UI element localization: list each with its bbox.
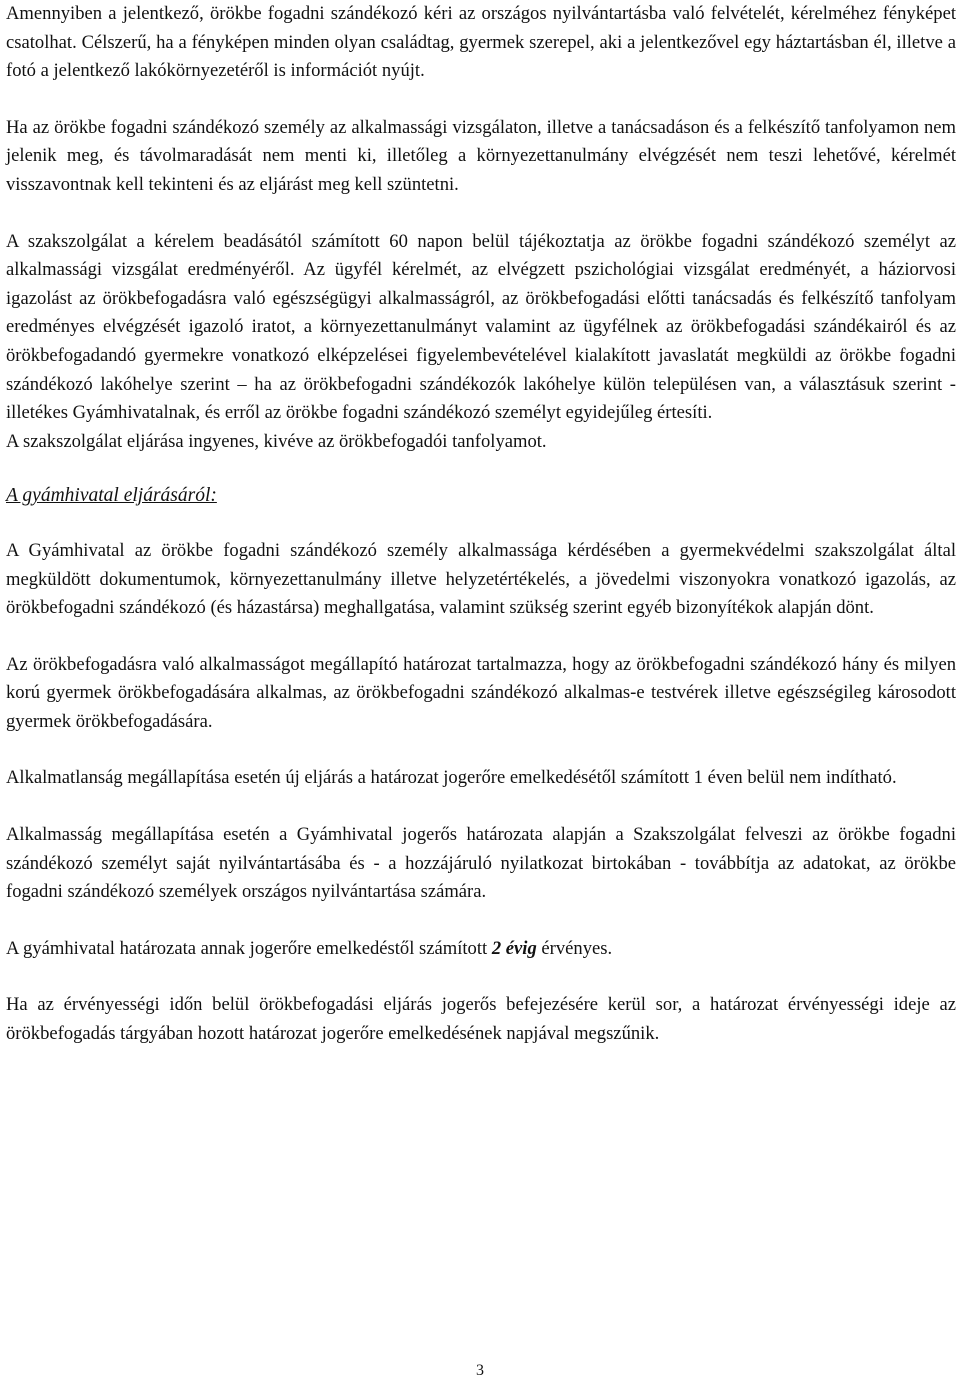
- page-number: 3: [476, 1362, 484, 1379]
- paragraph-suitability-registration: Alkalmasság megállapítása esetén a Gyámhivatal jogerős határozata alapján a Szakszolgálat felveszi az örökbe fogadni szándékozó személyt saját nyilvántartásába és - a hozzájáruló nyilatkozat birtokában - továbbítja az adatokat, az örökbe fogadni szándékozó személyek országos nyilvántartása számára.: [6, 824, 956, 903]
- paragraph-suitability-content: Az örökbefogadásra való alkalmasságot megállapító határozat tartalmazza, hogy az örökbefogadni szándékozó hány és milyen korú gyermek örökbefogadására alkalmas, az örökbefogadni szándékozó alkalmas-e testvérek illetve egészségileg károsodott gyermek örökbefogadására.: [6, 653, 956, 732]
- section-heading: A gyámhivatal eljárásáról:: [6, 485, 217, 507]
- paragraph-absence: Ha az örökbe fogadni szándékozó személy az alkalmassági vizsgálaton, illetve a tanácsadáson és a felkészítő tanfolyamon nem jelenik meg, és távolmaradását nem menti ki, illetőleg a környezettanulmány elvégzését nem teszi lehetővé, kérelmét visszavontnak kell tekinteni és az eljárást meg kell szüntetni.: [6, 116, 956, 195]
- paragraph-free-of-charge: A szakszolgálat eljárása ingyenes, kivéve az örökbefogadói tanfolyamot.: [6, 430, 547, 452]
- paragraph-validity-end: Ha az érvényességi időn belül örökbefogadási eljárás jogerős befejezésére kerül sor, a határozat érvényességi ideje az örökbefogadás tárgyában hozott határozat jogerőre emelkedésének napjával megszűnik.: [6, 994, 956, 1045]
- validity-period: 2 évig: [491, 937, 537, 959]
- paragraph-photo: Amennyiben a jelentkező, örökbe fogadni szándékozó kéri az országos nyilvántartásba való felvételét, kérelméhez fényképet csatolhat. Célszerű, ha a fényképen minden olyan családtag, gyermek szerepel, aki a jelentkezővel egy háztartásban él, illetve a fotó a jelentkező lakókörnyezetéről is információt nyújt.: [6, 3, 956, 82]
- validity-text-after: érvényes.: [536, 937, 613, 959]
- paragraph-validity: [6, 935, 956, 964]
- paragraph-guardianship-decision: A Gyámhivatal az örökbe fogadni szándékozó személy alkalmassága kérdésében a gyermekvédelmi szakszolgálat által megküldött dokumentumok, környezettanulmány illetve helyzetértékelés, a jövedelmi viszonyokra vonatkozó igazolás, az örökbefogadni szándékozó (és házastársa) meghallgatása, valamint szükség szerint egyéb bizonyítékok alapján dönt.: [6, 539, 956, 619]
- document-page: [6, 0, 956, 1049]
- paragraph-service-procedure: A szakszolgálat a kérelem beadásától számított 60 napon belül tájékoztatja az örökbe fogadni szándékozó személyt az alkalmassági vizsgálat eredményéről. Az ügyfél kérelmét, az elvégzett pszichológiai vizsgálat eredményét, a háziorvosi igazolást az örökbefogadásra való egészségügyi alkalmasságról, az örökbefogadási előtti tanácsadás és felkészítő tanfolyam eredményes elvégzését igazoló iratot, a környezettanulmányt valamint az ügyfélnek az örökbefogadási szándékairól és az örökbefogadandó gyermekre vonatkozó elképzelései figyelembevételével kialakított javaslatát megküldi az örökbe fogadni szándékozó lakóhelye szerint – ha az örökbefogadni szándékozók lakóhelye külön településen van, a választásuk szerint - illetékes Gyámhivatalnak, és erről az örökbe fogadni szándékozó személyt egyidejűleg értesíti.: [6, 230, 956, 424]
- paragraph-unsuitability: Alkalmatlanság megállapítása esetén új eljárás a határozat jogerőre emelkedésétől számított 1 éven belül nem indítható.: [6, 767, 897, 789]
- validity-text-before: A gyámhivatal határozata annak jogerőre emelkedéstől számított: [6, 937, 492, 959]
